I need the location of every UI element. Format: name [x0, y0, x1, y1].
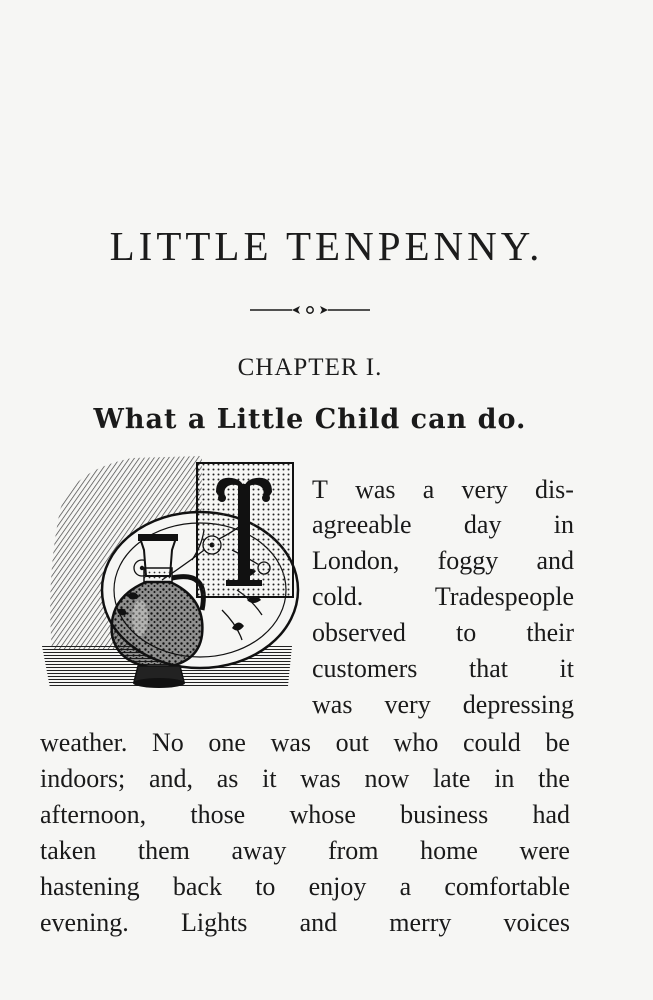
word: observed — [312, 618, 406, 647]
word: business — [400, 800, 489, 829]
word: were — [519, 836, 570, 865]
word: home — [420, 836, 478, 865]
ornament-divider-icon — [248, 303, 372, 317]
word: was — [270, 728, 312, 757]
word: enjoy — [308, 872, 367, 901]
word: No — [151, 728, 184, 757]
word: dis- — [534, 475, 574, 504]
word: weather. — [40, 728, 128, 757]
word: and — [299, 908, 338, 937]
text-line-5 — [312, 618, 574, 648]
word: now — [364, 764, 410, 793]
word: depressing — [462, 690, 574, 719]
text-line-7 — [312, 690, 574, 720]
word: agreeable — [312, 510, 412, 539]
word: a — [422, 475, 435, 504]
chapter-subtitle: What a Little Child can do. — [93, 404, 527, 435]
word: who — [393, 728, 439, 757]
word: very — [461, 475, 508, 504]
word: evening. — [40, 908, 129, 937]
word: the — [538, 764, 570, 793]
text-line-1 — [312, 475, 574, 505]
word: back — [172, 872, 222, 901]
word: those — [190, 800, 246, 829]
text-line-12 — [40, 872, 570, 902]
word: comfortable — [444, 872, 570, 901]
text-line-2 — [312, 510, 574, 540]
word: in — [553, 510, 574, 539]
word: and — [536, 546, 574, 575]
word: London, — [312, 546, 400, 575]
word: it — [262, 764, 277, 793]
word: in — [494, 764, 515, 793]
dropcap-letter-i-icon — [196, 462, 294, 598]
word: to — [455, 618, 477, 647]
word: to — [255, 872, 276, 901]
word: customers — [312, 654, 418, 683]
word: late — [432, 764, 471, 793]
word: Lights — [180, 908, 248, 937]
word: had — [532, 800, 570, 829]
text-line-3 — [312, 546, 574, 576]
word: cold. — [312, 582, 364, 611]
word: merry — [389, 908, 452, 937]
text-line-11 — [40, 836, 570, 866]
text-line-9 — [40, 764, 570, 794]
word: whose — [289, 800, 356, 829]
text-line-10 — [40, 800, 570, 830]
text-line-6 — [312, 654, 574, 684]
word: a — [399, 872, 412, 901]
word: very — [384, 690, 431, 719]
word: could — [462, 728, 521, 757]
word: Tradespeople — [434, 582, 574, 611]
word: was — [355, 475, 396, 504]
word: foggy — [437, 546, 499, 575]
word: that — [468, 654, 508, 683]
word: it — [559, 654, 574, 683]
text-line-4 — [312, 582, 574, 612]
word: was — [300, 764, 341, 793]
word: as — [216, 764, 239, 793]
text-line-8 — [40, 728, 570, 758]
word: their — [526, 618, 574, 647]
word: from — [327, 836, 379, 865]
word: T — [312, 475, 328, 504]
word: them — [137, 836, 190, 865]
word: day — [463, 510, 502, 539]
word: away — [231, 836, 287, 865]
word: voices — [503, 908, 570, 937]
word: and, — [148, 764, 193, 793]
word: be — [545, 728, 570, 757]
text-line-13 — [40, 908, 570, 938]
word: out — [335, 728, 369, 757]
word: taken — [40, 836, 97, 865]
chapter-heading: CHAPTER I. — [237, 354, 383, 381]
word: was — [312, 690, 353, 719]
word: indoors; — [40, 764, 126, 793]
word: hastening — [40, 872, 140, 901]
book-title: LITTLE TENPENNY. — [109, 223, 544, 269]
word: afternoon, — [40, 800, 147, 829]
word: one — [208, 728, 246, 757]
